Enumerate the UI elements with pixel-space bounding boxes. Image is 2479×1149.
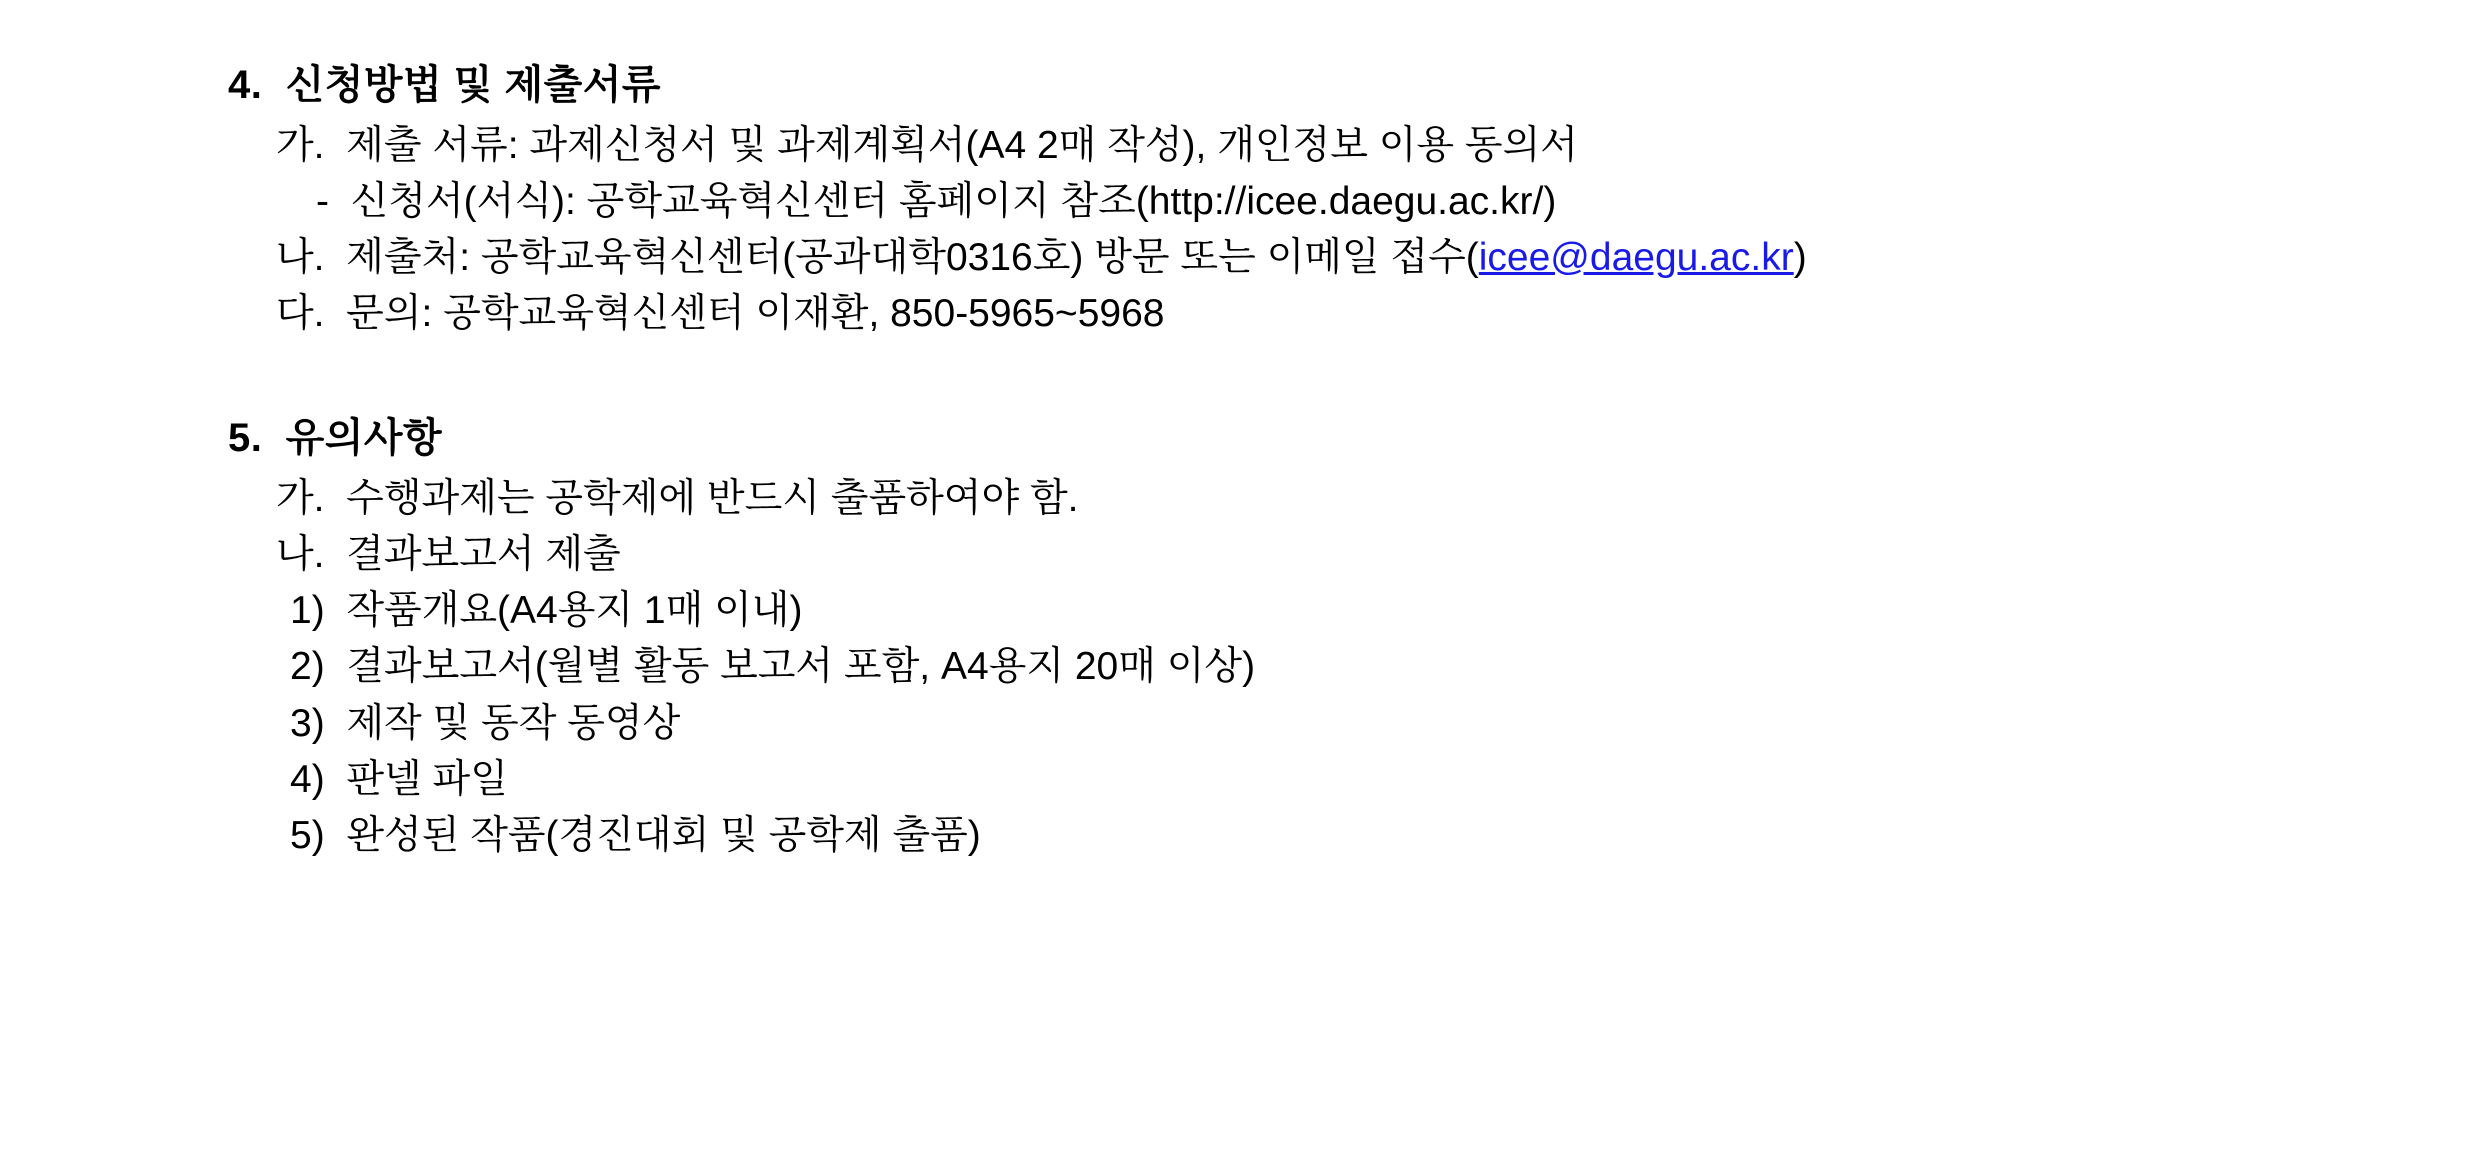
application-form-line: - 신청서(서식): 공학교육혁신센터 홈페이지 참조(http://icee.daegu.ac.kr/) <box>316 180 1557 224</box>
report-item-4: 4) 판넬 파일 <box>290 757 508 801</box>
report-item-5: 5) 완성된 작품(경진대회 및 공학제 출품) <box>290 813 981 857</box>
submission-documents-line: 가. 제출 서류: 과제신청서 및 과제계획서(A4 2매 작성), 개인정보 이용 동의서 <box>276 124 1578 168</box>
note-report-submission-line: 나. 결과보고서 제출 <box>276 533 621 577</box>
submission-place-text-before: 나. 제출처: 공학교육혁신센터(공과대학0316호) 방문 또는 이메일 접수( <box>276 236 1479 280</box>
section-heading-5: 5. 유의사항 <box>228 416 443 461</box>
report-item-3: 3) 제작 및 동작 동영상 <box>290 701 681 745</box>
section-application-method <box>228 62 2479 337</box>
email-link[interactable]: icee@daegu.ac.kr <box>1478 236 1794 280</box>
note-exhibit-line: 가. 수행과제는 공학제에 반드시 출품하여야 함. <box>276 477 1079 521</box>
submission-place-line <box>228 235 2479 281</box>
section-heading-4: 4. 신청방법 및 제출서류 <box>228 63 662 107</box>
section-notes <box>228 415 2479 858</box>
inquiry-line: 다. 문의: 공학교육혁신센터 이재환, 850-5965~5968 <box>276 292 1165 336</box>
report-item-2: 2) 결과보고서(월별 활동 보고서 포함, A4용지 20매 이상) <box>290 645 1256 689</box>
submission-place-text-after: ) <box>1793 236 1807 280</box>
report-item-1: 1) 작품개요(A4용지 1매 이내) <box>290 589 803 633</box>
